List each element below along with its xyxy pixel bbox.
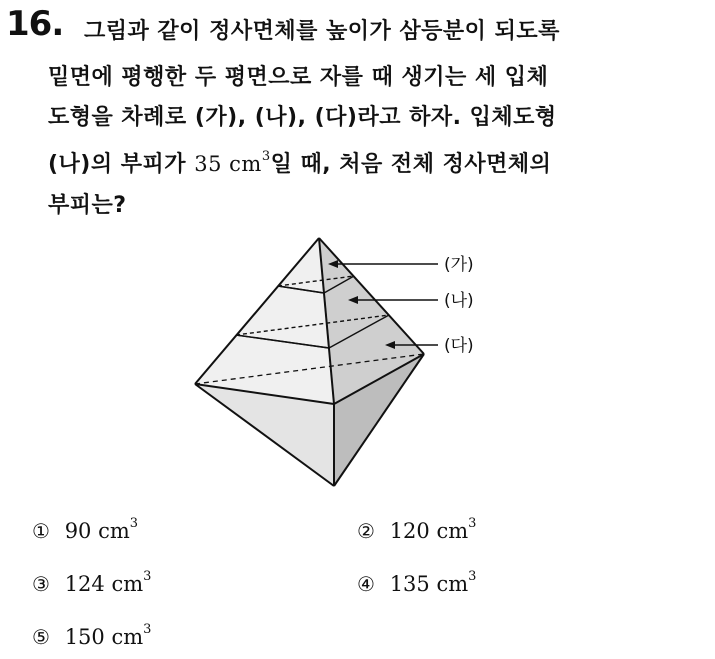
choice-1-unit: cm [98, 519, 130, 543]
volume-exponent: 3 [261, 149, 271, 164]
choice-5-unit: cm [111, 625, 144, 649]
choice-1-mark: ① [32, 519, 50, 543]
left-face [195, 238, 334, 404]
choice-5[interactable] [32, 622, 152, 649]
volume-unit-text: cm [229, 152, 262, 176]
choice-4[interactable] [357, 569, 477, 596]
question-number: 16. [6, 4, 64, 44]
choice-4-value: 135 [389, 572, 430, 596]
tetrahedron-figure [180, 228, 500, 498]
choice-5-exp: 3 [143, 622, 152, 637]
choice-5-value: 150 [64, 625, 105, 649]
choice-4-unit: cm [436, 572, 469, 596]
choice-3[interactable] [32, 569, 152, 596]
choice-2-mark: ② [357, 519, 375, 543]
label-ga: (가) [444, 255, 474, 275]
question-line-4 [48, 147, 551, 178]
choice-1[interactable] [32, 516, 139, 543]
choice-3-unit: cm [111, 572, 144, 596]
volume-value: 35 [194, 152, 222, 176]
choice-2[interactable] [357, 516, 477, 543]
choice-1-value: 90 [64, 519, 92, 543]
label-da: (다) [444, 336, 474, 356]
choice-3-exp: 3 [143, 569, 152, 584]
choice-4-mark: ④ [357, 572, 375, 596]
volume-unit [222, 149, 271, 176]
choice-4-exp: 3 [468, 569, 477, 584]
label-na: (나) [444, 291, 474, 311]
choice-3-value: 124 [64, 572, 105, 596]
question-line-2: 밑면에 평행한 두 평면으로 자를 때 생기는 세 입체 [48, 65, 549, 90]
choice-5-mark: ⑤ [32, 625, 50, 649]
question-line-1: 그림과 같이 정사면체를 높이가 삼등분이 되도록 [84, 19, 560, 44]
question-line-5: 부피는? [48, 193, 127, 218]
choice-3-mark: ③ [32, 572, 50, 596]
choice-1-exp: 3 [129, 516, 139, 531]
line4-prefix: (나)의 부피가 [48, 152, 195, 177]
line4-suffix: 일 때, 처음 전체 정사면체의 [270, 152, 552, 177]
choice-2-unit: cm [436, 519, 469, 543]
choice-2-exp: 3 [468, 516, 477, 531]
question-line-3: 도형을 차례로 (가), (나), (다)라고 하자. 입체도형 [48, 105, 557, 130]
choice-2-value: 120 [389, 519, 430, 543]
